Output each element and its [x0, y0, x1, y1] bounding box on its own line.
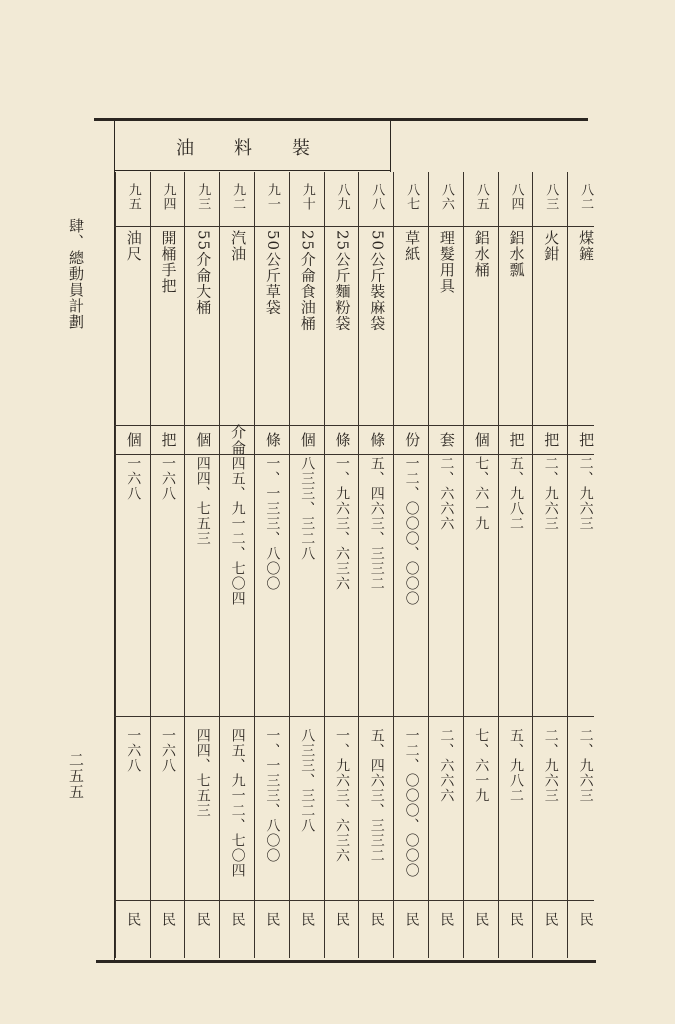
item-unit: 條	[368, 432, 387, 448]
item-number: 八五	[473, 183, 489, 211]
item-unit: 個	[194, 432, 213, 448]
item-unit: 套	[437, 432, 456, 448]
quantity-available: 一六八	[125, 728, 142, 773]
table-column	[150, 172, 186, 958]
quantity-required: 七、六一九	[473, 456, 490, 531]
item-number: 九四	[160, 183, 176, 211]
quantity-available: 一二、〇〇〇、〇〇〇	[403, 728, 420, 878]
quantity-required: 一六八	[125, 456, 142, 501]
item-unit: 份	[403, 432, 422, 448]
table-column	[254, 172, 290, 958]
quantity-required: 二、九六三	[577, 456, 594, 531]
table-bottom-rule	[96, 960, 596, 963]
item-unit: 把	[159, 432, 178, 448]
source-type: 民	[299, 911, 316, 927]
table-column	[532, 172, 568, 958]
quantity-required: 一、一三三、八〇〇	[264, 456, 281, 591]
quantity-available: 一六八	[160, 728, 176, 773]
table-column	[289, 172, 325, 958]
item-name: 煤鏟	[577, 230, 596, 262]
item-number: 九一	[264, 183, 280, 211]
item-number: 八二	[578, 183, 594, 211]
item-number: 八七	[404, 183, 420, 211]
item-name: 50公斤裝麻袋	[368, 230, 387, 332]
item-number: 九三	[195, 183, 211, 211]
item-number: 九二	[230, 183, 246, 211]
quantity-available: 二、九六三	[577, 728, 594, 803]
source-type: 民	[334, 911, 350, 927]
quantity-required: 一六八	[160, 456, 176, 501]
table-column	[115, 172, 151, 958]
source-type: 民	[473, 911, 490, 927]
table-column	[463, 172, 499, 958]
quantity-required: 四四、七五三	[194, 456, 211, 546]
item-name: 火鉗	[542, 230, 561, 262]
table-column	[393, 172, 429, 958]
quantity-required: 二、九六三	[542, 456, 559, 531]
category-group-label: 油料裝	[176, 138, 350, 159]
quantity-available: 八三三、三二八	[299, 728, 316, 833]
item-name: 理髮用具	[437, 230, 456, 294]
item-name: 汽油	[229, 230, 248, 262]
table-column	[358, 172, 394, 958]
quantity-required: 五、四六三、三三二	[368, 456, 385, 591]
table-column	[324, 172, 360, 958]
table-column	[498, 172, 534, 958]
item-number: 八九	[334, 183, 350, 211]
item-number: 八三	[543, 183, 559, 211]
item-name: 開桶手把	[159, 230, 178, 294]
table-column	[219, 172, 255, 958]
quantity-required: 一、九六三、六三六	[334, 456, 350, 591]
table-column	[428, 172, 464, 958]
item-unit: 把	[577, 432, 596, 448]
item-unit: 條	[333, 432, 352, 448]
quantity-available: 五、九八二	[508, 728, 524, 803]
table-column	[567, 172, 603, 958]
quantity-available: 四四、七五三	[194, 728, 211, 818]
item-name: 鋁水瓢	[507, 230, 526, 278]
header-under-rule	[114, 170, 390, 171]
quantity-required: 八三三、三二八	[299, 456, 316, 561]
table-top-rule	[94, 118, 588, 121]
item-name: 50公斤草袋	[263, 230, 282, 316]
item-unit: 個	[124, 432, 143, 448]
item-name: 草紙	[403, 230, 422, 262]
item-number: 八八	[369, 183, 385, 211]
item-name: 油尺	[124, 230, 143, 262]
quantity-available: 二、六六六	[438, 728, 455, 803]
quantity-available: 七、六一九	[473, 728, 490, 803]
source-type: 民	[125, 911, 142, 927]
item-name: 25介侖食油桶	[298, 230, 317, 332]
quantity-available: 五、四六三、三三二	[368, 728, 385, 863]
quantity-required: 二、六六六	[438, 456, 455, 531]
quantity-available: 四五、九一二、七〇四	[229, 728, 246, 878]
source-type: 民	[577, 911, 594, 927]
page-number: 二五五	[67, 752, 85, 800]
quantity-available: 一、一三三、八〇〇	[264, 728, 281, 863]
item-unit: 條	[263, 432, 282, 448]
item-unit: 把	[542, 432, 561, 448]
quantity-required: 四五、九一二、七〇四	[229, 456, 246, 606]
header-divider	[390, 120, 391, 172]
item-number: 八六	[438, 183, 454, 211]
item-unit: 把	[507, 432, 526, 448]
source-type: 民	[194, 911, 211, 927]
source-type: 民	[542, 911, 559, 927]
item-name: 55介侖大桶	[194, 230, 213, 316]
source-type: 民	[229, 911, 246, 927]
quantity-available: 二、九六三	[542, 728, 559, 803]
item-number: 九十	[299, 183, 315, 211]
source-type: 民	[264, 911, 281, 927]
source-type: 民	[160, 911, 176, 927]
item-number: 八四	[508, 183, 524, 211]
item-name: 鋁水桶	[472, 230, 491, 278]
source-type: 民	[438, 911, 455, 927]
source-type: 民	[403, 911, 420, 927]
item-unit: 個	[472, 432, 491, 448]
item-unit: 介侖	[229, 424, 248, 456]
item-number: 九五	[125, 183, 141, 211]
item-name: 25公斤麵粉袋	[333, 230, 352, 332]
chapter-heading: 肆、總動員計劃	[67, 218, 85, 330]
source-type: 民	[368, 911, 385, 927]
quantity-available: 一、九六三、六三六	[334, 728, 350, 863]
quantity-required: 五、九八二	[508, 456, 524, 531]
table-column	[184, 172, 220, 958]
quantity-required: 一二、〇〇〇、〇〇〇	[403, 456, 420, 606]
item-unit: 個	[298, 432, 317, 448]
source-type: 民	[508, 911, 524, 927]
